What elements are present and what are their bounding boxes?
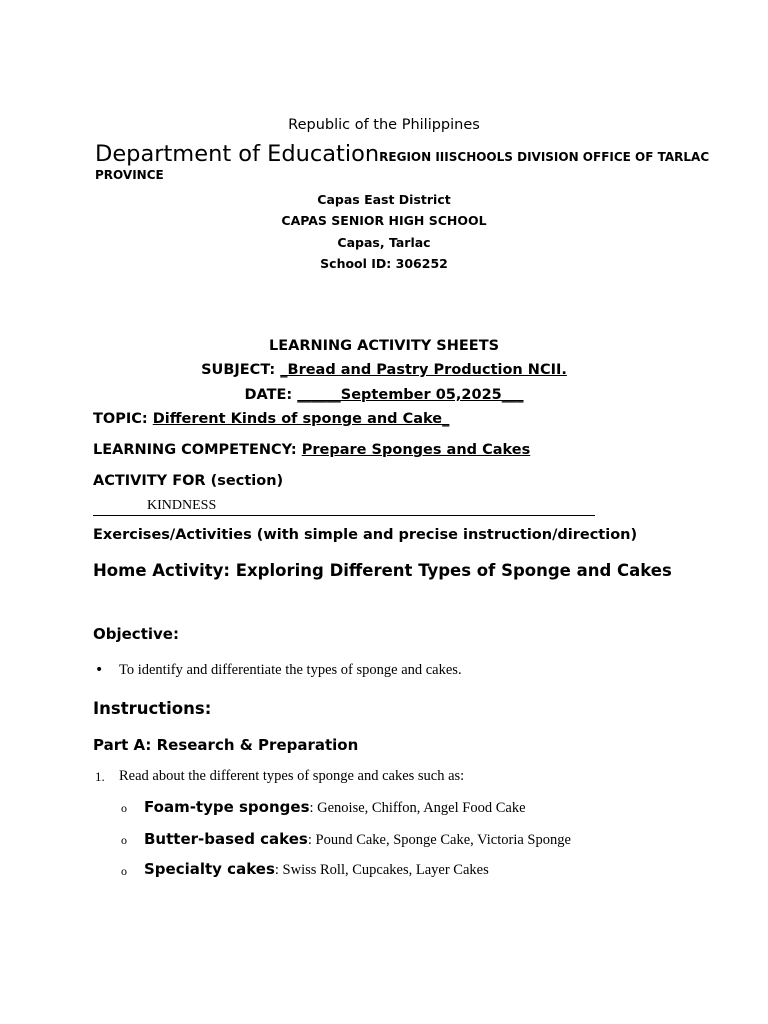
school-location: Capas, Tarlac [337,235,431,250]
subject-line [0,362,768,378]
date-line [0,387,768,403]
activity-for-label: ACTIVITY FOR (section) [93,473,284,489]
list-item [144,859,489,879]
list-item [144,797,526,817]
item-term: Butter-based cakes [144,830,308,848]
item-term: Specialty cakes [144,860,275,878]
part-a-heading: Part A: Research & Preparation [93,736,359,754]
sub-bullet-icon: o [121,833,127,847]
activity-title: Home Activity: Exploring Different Types of Sponge and Cakes [93,561,672,580]
item-desc: : Genoise, Chiffon, Angel Food Cake [309,800,526,816]
topic-value: Different Kinds of sponge and Cake_ [152,411,450,427]
objective-heading: Objective: [93,625,179,643]
competency-value: Prepare Sponges and Cakes [301,442,531,458]
sub-bullet-icon: o [121,801,127,815]
department-name: Department of Education [95,141,380,167]
item-desc: : Pound Cake, Sponge Cake, Victoria Sponge [307,832,571,848]
subject-value: _Bread and Pastry Production NCII. [280,362,567,378]
sheet-title: LEARNING ACTIVITY SHEETS [268,338,500,354]
competency-label: LEARNING COMPETENCY: [93,442,302,458]
department-header [95,143,715,182]
bullet-icon: • [95,662,104,678]
topic-label: TOPIC: [93,411,153,427]
competency-line [93,442,530,458]
list-item [144,829,571,849]
instructions-heading: Instructions: [93,699,212,718]
item-desc: : Swiss Roll, Cupcakes, Layer Cakes [274,862,489,878]
step-number: 1. [95,769,105,784]
section-fill-line [93,498,595,516]
region-division: REGION IIISCHOOLS DIVISION OFFICE OF TARLAC PROVINCE [95,150,710,182]
district-name: Capas East District [317,192,451,207]
topic-line [93,411,449,427]
school-name: CAPAS SENIOR HIGH SCHOOL [281,213,487,228]
exercises-heading: Exercises/Activities (with simple and precise instruction/direction) [93,527,638,543]
republic-header: Republic of the Philippines [288,117,480,133]
item-term: Foam-type sponges [144,798,310,816]
objective-text: To identify and differentiate the types of sponge and cakes. [119,662,462,678]
school-id: School ID: 306252 [320,256,448,271]
step-text: Read about the different types of sponge and cakes such as: [119,768,465,784]
sub-bullet-icon: o [121,864,127,878]
subject-label: SUBJECT: [201,362,281,378]
date-label: DATE: [244,387,298,403]
date-value: ______September 05,2025___ [297,387,524,403]
section-value: KINDNESS [147,498,217,513]
